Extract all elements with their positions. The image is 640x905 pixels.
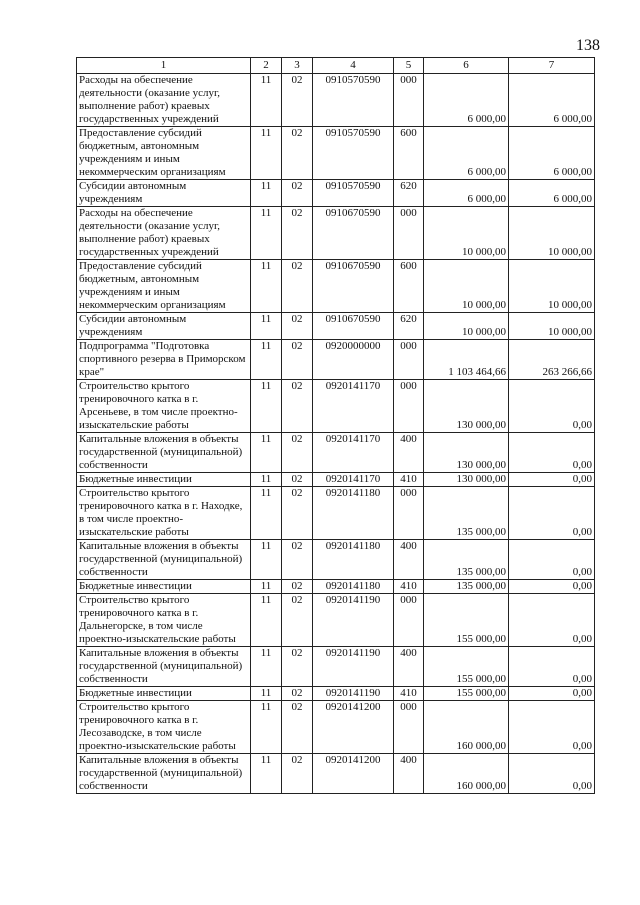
- row-subsection: 02: [282, 701, 313, 754]
- row-amount-col7: 6 000,00: [509, 127, 595, 180]
- row-target-code: 0920141170: [313, 433, 394, 473]
- table-row: [77, 380, 595, 433]
- row-section: 11: [251, 580, 282, 594]
- row-section: 11: [251, 754, 282, 794]
- row-name: Капитальные вложения в объекты государственной (муниципальной) собственности: [77, 540, 251, 580]
- row-expense-type: 400: [394, 433, 424, 473]
- table-row: [77, 313, 595, 340]
- row-amount-col7: 0,00: [509, 754, 595, 794]
- row-section: 11: [251, 433, 282, 473]
- header-col-2: 2: [251, 58, 282, 74]
- row-amount-col6: 160 000,00: [424, 754, 509, 794]
- row-expense-type: 620: [394, 313, 424, 340]
- row-subsection: 02: [282, 380, 313, 433]
- row-name: Строительство крытого тренировочного катка в г. Лесозаводске, в том числе проектно-изыскательские работы: [77, 701, 251, 754]
- row-amount-col7: 10 000,00: [509, 207, 595, 260]
- row-target-code: 0910570590: [313, 127, 394, 180]
- row-amount-col7: 10 000,00: [509, 260, 595, 313]
- header-col-5: 5: [394, 58, 424, 74]
- row-expense-type: 600: [394, 260, 424, 313]
- row-name: Подпрограмма "Подготовка спортивного резерва в Приморском крае": [77, 340, 251, 380]
- row-name: Субсидии автономным учреждениям: [77, 180, 251, 207]
- row-subsection: 02: [282, 127, 313, 180]
- table-row: [77, 487, 595, 540]
- row-amount-col7: 0,00: [509, 580, 595, 594]
- row-amount-col7: 0,00: [509, 487, 595, 540]
- table-row: [77, 74, 595, 127]
- row-subsection: 02: [282, 473, 313, 487]
- row-amount-col6: 130 000,00: [424, 473, 509, 487]
- row-amount-col7: 6 000,00: [509, 180, 595, 207]
- row-target-code: 0910570590: [313, 180, 394, 207]
- budget-table: [76, 57, 595, 794]
- row-name: Капитальные вложения в объекты государственной (муниципальной) собственности: [77, 433, 251, 473]
- page-number: 138: [576, 37, 600, 54]
- table-row: [77, 594, 595, 647]
- row-section: 11: [251, 701, 282, 754]
- row-section: 11: [251, 340, 282, 380]
- row-expense-type: 000: [394, 380, 424, 433]
- row-amount-col7: 0,00: [509, 473, 595, 487]
- row-name: Бюджетные инвестиции: [77, 473, 251, 487]
- row-amount-col6: 10 000,00: [424, 260, 509, 313]
- row-name: Бюджетные инвестиции: [77, 580, 251, 594]
- row-subsection: 02: [282, 260, 313, 313]
- row-name: Предоставление субсидий бюджетным, автономным учреждениям и иным некоммерческим организациям: [77, 127, 251, 180]
- row-subsection: 02: [282, 754, 313, 794]
- row-section: 11: [251, 207, 282, 260]
- row-expense-type: 000: [394, 594, 424, 647]
- row-amount-col6: 155 000,00: [424, 687, 509, 701]
- row-subsection: 02: [282, 647, 313, 687]
- row-expense-type: 000: [394, 207, 424, 260]
- row-expense-type: 410: [394, 687, 424, 701]
- row-expense-type: 620: [394, 180, 424, 207]
- row-amount-col6: 130 000,00: [424, 380, 509, 433]
- header-row: [77, 58, 595, 74]
- row-expense-type: 000: [394, 701, 424, 754]
- table-row: [77, 701, 595, 754]
- row-expense-type: 000: [394, 487, 424, 540]
- row-target-code: 0920141190: [313, 647, 394, 687]
- row-section: 11: [251, 260, 282, 313]
- row-name: Строительство крытого тренировочного катка в г. Находке, в том числе проектно-изыскательские работы: [77, 487, 251, 540]
- row-section: 11: [251, 594, 282, 647]
- row-expense-type: 410: [394, 580, 424, 594]
- header-col-1: 1: [77, 58, 251, 74]
- row-amount-col6: 1 103 464,66: [424, 340, 509, 380]
- row-subsection: 02: [282, 340, 313, 380]
- row-amount-col7: 0,00: [509, 701, 595, 754]
- row-target-code: 0920141190: [313, 594, 394, 647]
- row-target-code: 0910670590: [313, 313, 394, 340]
- row-name: Предоставление субсидий бюджетным, автономным учреждениям и иным некоммерческим организациям: [77, 260, 251, 313]
- row-amount-col6: 6 000,00: [424, 180, 509, 207]
- row-amount-col7: 0,00: [509, 594, 595, 647]
- row-amount-col7: 6 000,00: [509, 74, 595, 127]
- row-section: 11: [251, 74, 282, 127]
- row-amount-col6: 6 000,00: [424, 127, 509, 180]
- row-name: Капитальные вложения в объекты государственной (муниципальной) собственности: [77, 647, 251, 687]
- row-section: 11: [251, 487, 282, 540]
- table-row: [77, 207, 595, 260]
- row-expense-type: 600: [394, 127, 424, 180]
- table-row: [77, 540, 595, 580]
- row-target-code: 0920000000: [313, 340, 394, 380]
- row-target-code: 0910570590: [313, 74, 394, 127]
- header-col-7: 7: [509, 58, 595, 74]
- row-name: Бюджетные инвестиции: [77, 687, 251, 701]
- row-section: 11: [251, 380, 282, 433]
- row-subsection: 02: [282, 580, 313, 594]
- table-row: [77, 647, 595, 687]
- row-target-code: 0920141200: [313, 754, 394, 794]
- row-subsection: 02: [282, 594, 313, 647]
- table-row: [77, 340, 595, 380]
- row-expense-type: 400: [394, 754, 424, 794]
- table-row: [77, 754, 595, 794]
- header-col-6: 6: [424, 58, 509, 74]
- row-name: Расходы на обеспечение деятельности (оказание услуг, выполнение работ) краевых государственных учреждений: [77, 207, 251, 260]
- table-row: [77, 260, 595, 313]
- table-row: [77, 127, 595, 180]
- row-amount-col7: 0,00: [509, 380, 595, 433]
- row-name: Строительство крытого тренировочного катка в г. Дальнегорске, в том числе проектно-изыскательские работы: [77, 594, 251, 647]
- row-section: 11: [251, 687, 282, 701]
- budget-table-container: [76, 57, 594, 794]
- row-amount-col6: 135 000,00: [424, 580, 509, 594]
- row-target-code: 0920141190: [313, 687, 394, 701]
- row-amount-col6: 155 000,00: [424, 647, 509, 687]
- row-subsection: 02: [282, 207, 313, 260]
- row-section: 11: [251, 127, 282, 180]
- row-amount-col7: 0,00: [509, 647, 595, 687]
- row-section: 11: [251, 647, 282, 687]
- table-row: [77, 580, 595, 594]
- row-amount-col7: 263 266,66: [509, 340, 595, 380]
- row-target-code: 0920141200: [313, 701, 394, 754]
- row-amount-col7: 10 000,00: [509, 313, 595, 340]
- row-expense-type: 400: [394, 540, 424, 580]
- row-amount-col6: 160 000,00: [424, 701, 509, 754]
- header-col-4: 4: [313, 58, 394, 74]
- row-amount-col6: 155 000,00: [424, 594, 509, 647]
- row-subsection: 02: [282, 487, 313, 540]
- row-amount-col6: 6 000,00: [424, 74, 509, 127]
- row-target-code: 0920141170: [313, 380, 394, 433]
- row-section: 11: [251, 540, 282, 580]
- table-row: [77, 180, 595, 207]
- row-name: Капитальные вложения в объекты государственной (муниципальной) собственности: [77, 754, 251, 794]
- row-name: Субсидии автономным учреждениям: [77, 313, 251, 340]
- row-target-code: 0920141180: [313, 580, 394, 594]
- row-target-code: 0920141180: [313, 487, 394, 540]
- row-amount-col6: 10 000,00: [424, 313, 509, 340]
- row-subsection: 02: [282, 313, 313, 340]
- row-expense-type: 400: [394, 647, 424, 687]
- row-subsection: 02: [282, 74, 313, 127]
- row-amount-col6: 130 000,00: [424, 433, 509, 473]
- row-target-code: 0920141180: [313, 540, 394, 580]
- row-name: Расходы на обеспечение деятельности (оказание услуг, выполнение работ) краевых государственных учреждений: [77, 74, 251, 127]
- row-expense-type: 000: [394, 74, 424, 127]
- row-amount-col7: 0,00: [509, 433, 595, 473]
- header-col-3: 3: [282, 58, 313, 74]
- row-amount-col7: 0,00: [509, 687, 595, 701]
- row-subsection: 02: [282, 540, 313, 580]
- row-amount-col7: 0,00: [509, 540, 595, 580]
- row-subsection: 02: [282, 433, 313, 473]
- row-expense-type: 000: [394, 340, 424, 380]
- row-target-code: 0910670590: [313, 207, 394, 260]
- row-target-code: 0920141170: [313, 473, 394, 487]
- table-row: [77, 687, 595, 701]
- row-name: Строительство крытого тренировочного катка в г. Арсеньеве, в том числе проектно-изыскательские работы: [77, 380, 251, 433]
- row-section: 11: [251, 180, 282, 207]
- row-amount-col6: 135 000,00: [424, 487, 509, 540]
- row-section: 11: [251, 313, 282, 340]
- table-row: [77, 473, 595, 487]
- row-section: 11: [251, 473, 282, 487]
- row-amount-col6: 135 000,00: [424, 540, 509, 580]
- table-row: [77, 433, 595, 473]
- row-expense-type: 410: [394, 473, 424, 487]
- row-target-code: 0910670590: [313, 260, 394, 313]
- row-amount-col6: 10 000,00: [424, 207, 509, 260]
- row-subsection: 02: [282, 687, 313, 701]
- row-subsection: 02: [282, 180, 313, 207]
